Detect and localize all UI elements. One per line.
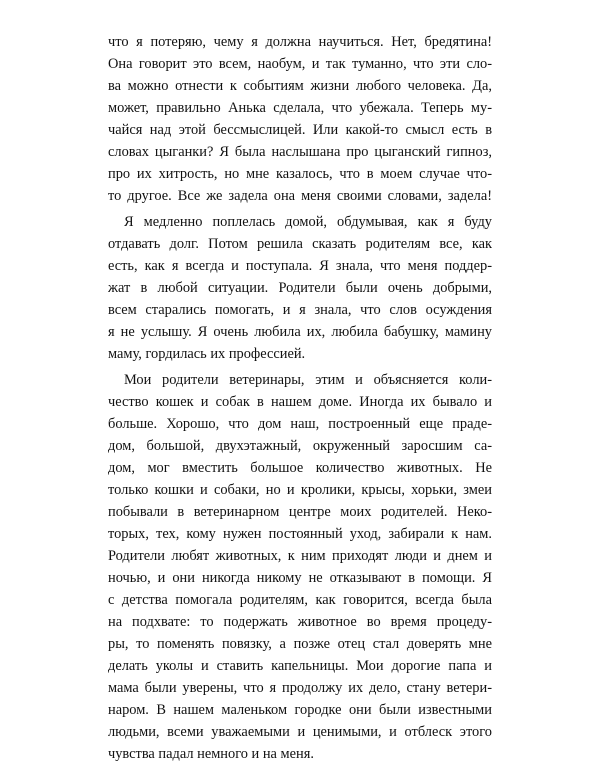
text-line: то другое. Все же задела она меня своими словами, задела! xyxy=(108,188,492,204)
text-line: жат в любой ситуации. Родители были очень добрыми, xyxy=(108,280,492,296)
text-line: мама были уверены, что я продолжу их дело, стану ветери- xyxy=(108,680,492,696)
text-line: наром. В нашем маленьком городке они были известными xyxy=(108,702,492,718)
text-line: я не услышу. Я очень любила их, любила бабушку, мамину xyxy=(108,324,492,340)
text-line: словах цыганки? Я была наслышана про цыганский гипноз, xyxy=(108,144,492,160)
text-line: про их хитрость, но мне казалось, что в моем случае что- xyxy=(108,166,492,182)
paragraph-2 xyxy=(108,211,492,365)
text-line: делать уколы и ставить капельницы. Мои дорогие папа и xyxy=(108,658,492,674)
text-line: ва можно отнести к событиям жизни любого человека. Да, xyxy=(108,78,492,94)
text-line: побывали в ветеринарном центре моих родителей. Неко- xyxy=(108,504,492,520)
body-text xyxy=(108,31,492,765)
text-line: может, правильно Анька сделала, что убежала. Теперь му- xyxy=(108,100,492,116)
text-line: Я медленно поплелась домой, обдумывая, как я буду xyxy=(124,214,492,230)
text-line: людьми, всеми уважаемыми и ценимыми, и отблеск этого xyxy=(108,724,492,740)
text-line: всем старались помогать, и я знала, что слов осуждения xyxy=(108,302,492,318)
paragraph-1 xyxy=(108,31,492,207)
text-line: чувства падал немного и на меня. xyxy=(108,746,314,762)
text-line: больше. Хорошо, что дом наш, построенный еще праде- xyxy=(108,416,492,432)
text-line: ры, то поменять повязку, а позже отец стал доверять мне xyxy=(108,636,492,652)
text-line: Мои родители ветеринары, этим и объясняется коли- xyxy=(124,372,492,388)
text-line: есть, как я всегда и поступала. Я знала, что меня поддер- xyxy=(108,258,492,274)
text-line: дом, мог вместить большое количество животных. Не xyxy=(108,460,492,476)
text-line: что я потеряю, чему я должна научиться. Нет, бредятина! xyxy=(108,34,492,50)
text-line: маму, гордилась их профессией. xyxy=(108,346,306,362)
text-line: только кошки и собаки, но и кролики, крысы, хорьки, змеи xyxy=(108,482,492,498)
text-line: ночью, и они никогда никому не отказывают в помощи. Я xyxy=(108,570,492,586)
text-line: чество кошек и собак в нашем доме. Иногда их бывало и xyxy=(108,394,492,410)
text-line: отдавать долг. Потом решила сказать родителям все, как xyxy=(108,236,492,252)
text-line: дом, большой, двухэтажный, окруженный заросшим са- xyxy=(108,438,492,454)
paragraph-3 xyxy=(108,369,492,765)
text-line: с детства помогала родителям, как говорится, всегда была xyxy=(108,592,492,608)
text-line: чайся над этой бессмыслицей. Или какой-то смысл есть в xyxy=(108,122,492,138)
text-line: торых, тех, кому нужен постоянный уход, забирали к нам. xyxy=(108,526,492,542)
text-line: Она говорит это всем, наобум, и так туманно, что эти сло- xyxy=(108,56,492,72)
text-line: на подхвате: то подержать животное во время процеду- xyxy=(108,614,492,630)
text-line: Родители любят животных, к ним приходят люди и днем и xyxy=(108,548,492,564)
